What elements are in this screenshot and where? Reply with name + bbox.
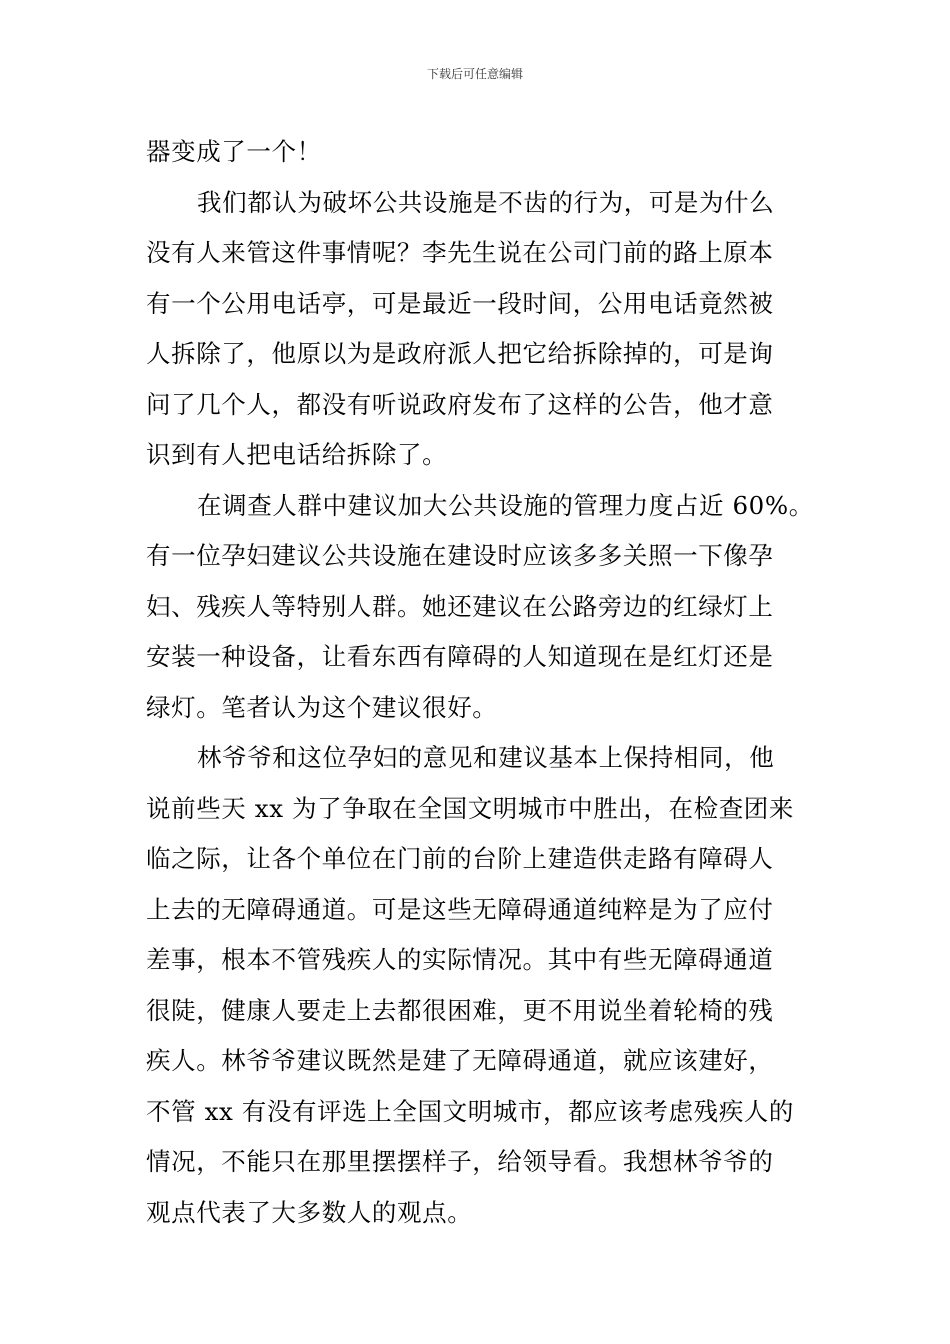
text-line: 器变成了一个！ <box>146 137 322 166</box>
document-body <box>146 127 814 1238</box>
text-line: 问了几个人，都没有听说政府发布了这样的公告，他才意 <box>146 389 774 419</box>
text-line: 疾人。林爷爷建议既然是建了无障碍通道，就应该建好， <box>146 1046 774 1075</box>
text-line: 我们都认为破坏公共设施是不齿的行为，可是为什么 <box>197 187 775 217</box>
text-line: 有一个公用电话亭，可是最近一段时间，公用电话竟然被 <box>146 288 774 318</box>
text-line: 识到有人把电话给拆除了。 <box>146 440 448 469</box>
text-line: 很陡，健康人要走上去都很困难，更不用说坐着轮椅的残 <box>146 995 774 1025</box>
text-line: 上去的无障碍通道。可是这些无障碍通道纯粹是为了应付 <box>146 894 774 924</box>
text-line: 情况，不能只在那里摆摆样子，给领导看。我想林爷爷的 <box>146 1147 774 1176</box>
text-line: 说前些天 xx 为了争取在全国文明城市中胜出，在检查团来 <box>146 793 795 823</box>
text-line: 妇、残疾人等特别人群。她还建议在公路旁边的红绿灯上 <box>146 591 774 621</box>
page-header: 下载后可任意编辑 <box>426 67 523 81</box>
text-line: 林爷爷和这位孕妇的意见和建议基本上保持相同，他 <box>197 743 775 772</box>
text-line: 观点代表了大多数人的观点。 <box>146 1197 473 1227</box>
text-line: 安装一种设备，让看东西有障碍的人知道现在是红灯还是 <box>146 642 774 671</box>
text-line: 有一位孕妇建议公共设施在建设时应该多多关照一下像孕 <box>146 541 774 570</box>
text-line: 不管 xx 有没有评选上全国文明城市，都应该考虑残疾人的 <box>146 1096 795 1126</box>
text-line: 差事，根本不管残疾人的实际情况。其中有些无障碍通道 <box>146 945 774 974</box>
text-line: 在调查人群中建议加大公共设施的管理力度占近 60%。 <box>197 490 814 520</box>
text-line: 人拆除了，他原以为是政府派人把它给拆除掉的，可是询 <box>146 339 774 368</box>
text-line: 临之际，让各个单位在门前的台阶上建造供走路有障碍人 <box>146 844 774 873</box>
text-line: 绿灯。笔者认为这个建议很好。 <box>146 692 498 722</box>
text-line: 没有人来管这件事情呢？李先生说在公司门前的路上原本 <box>146 238 774 267</box>
